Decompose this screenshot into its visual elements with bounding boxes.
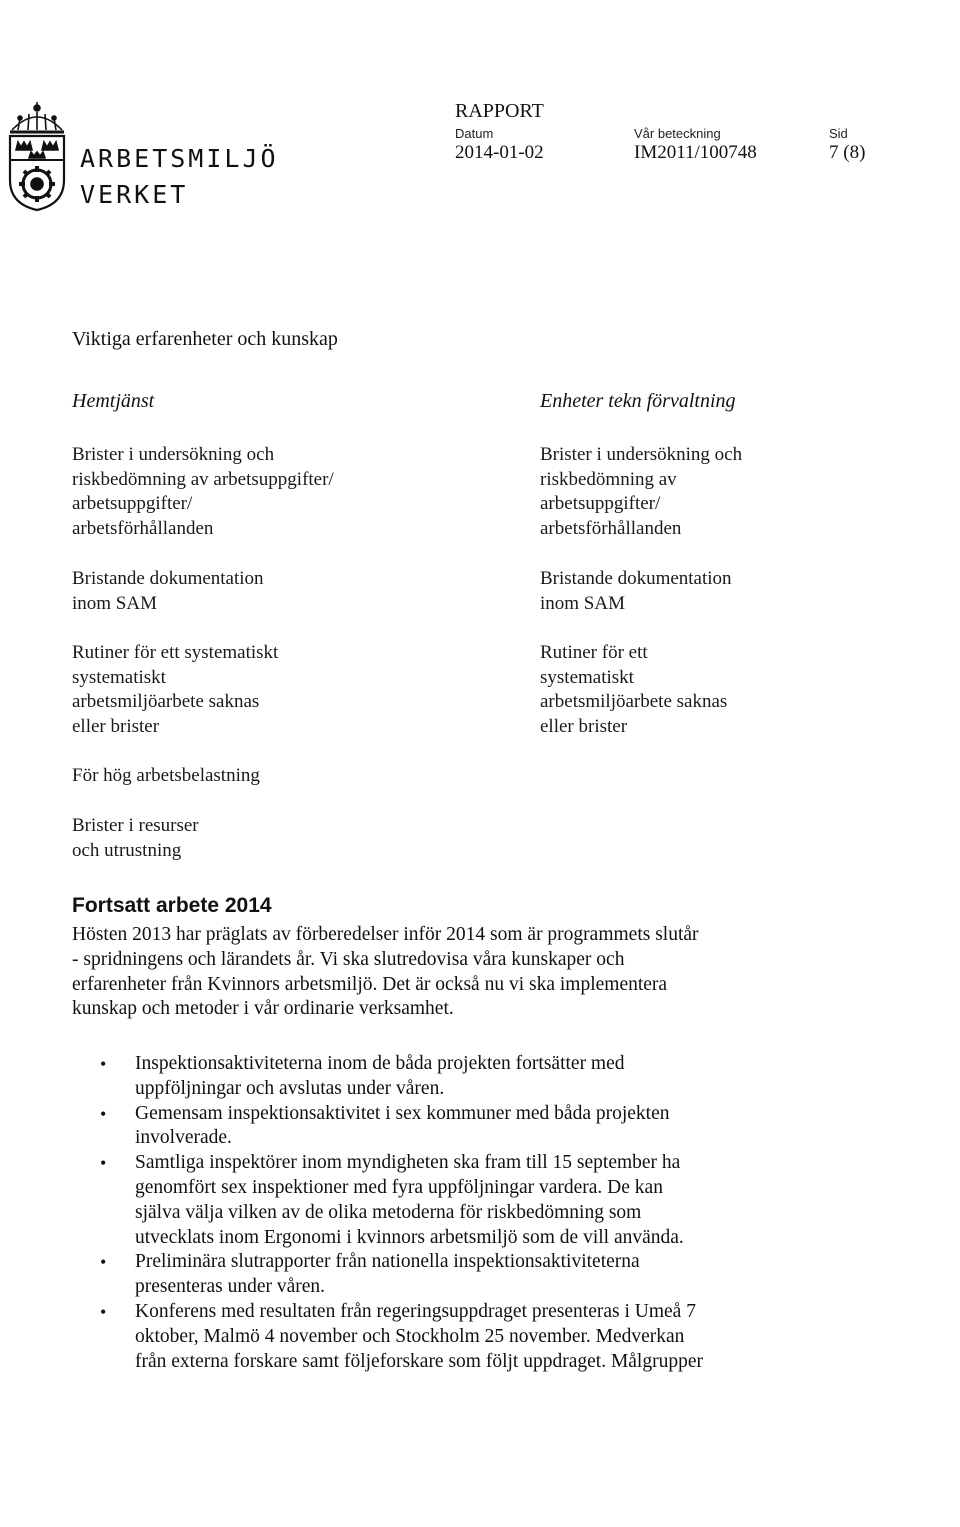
text-line: systematiskt (72, 666, 166, 688)
text-line: Rutiner för ett (540, 642, 648, 663)
text-line: riskbedömning av (540, 468, 677, 490)
bullet-icon: • (100, 1252, 107, 1273)
list-item (72, 1102, 812, 1152)
text-line: själva välja vilken av de olika metoderna för riskbedömning som (135, 1201, 642, 1223)
text-line: uppföljningar och avslutas under våren. (135, 1077, 445, 1099)
bullet-icon: • (100, 1153, 107, 1174)
text-line: eller brister (72, 715, 160, 737)
text-line: arbetsuppgifter/ (540, 493, 661, 515)
text-line: utvecklats inom Ergonomi i kvinnors arbetsmiljö som de vill använda. (135, 1226, 684, 1248)
continued-work-paragraph (72, 923, 699, 1022)
text-line: arbetsförhållanden (540, 517, 682, 539)
text-line: genomfört sex inspektioner med fyra uppföljningar vardera. De kan (135, 1176, 663, 1198)
text-line: inom SAM (540, 592, 625, 614)
text-line: Gemensam inspektionsaktivitet i sex kommuner med båda projekten (135, 1102, 670, 1124)
text-line: Hösten 2013 har präglats av förberedelser inför 2014 som är programmets slutår (72, 924, 699, 945)
text-line: Bristande dokumentation (540, 568, 732, 589)
list-item (72, 1300, 812, 1374)
section-title: Viktiga erfarenheter och kunskap (72, 328, 338, 350)
text-line: Brister i undersökning och (72, 444, 275, 465)
left-item-1 (72, 443, 334, 541)
text-line: och utrustning (72, 839, 182, 861)
right-item-2 (540, 567, 732, 616)
right-column-heading: Enheter tekn förvaltning (540, 390, 736, 412)
text-line: arbetsmiljöarbete saknas (72, 691, 260, 713)
list-item (72, 1151, 812, 1250)
text-line: kunskap och metoder i vår ordinarie verksamhet. (72, 998, 454, 1020)
text-line: Konferens med resultaten från regeringsuppdraget presenteras i Umeå 7 (135, 1300, 696, 1322)
page-label: Sid (829, 126, 848, 141)
text-line: Inspektionsaktiviteterna inom de båda projekten fortsätter med (135, 1053, 625, 1074)
text-line: Samtliga inspektörer inom myndigheten ska fram till 15 september ha (135, 1152, 681, 1174)
list-item (72, 1250, 812, 1300)
text-line: - spridningens och lärandets år. Vi ska slutredovisa våra kunskaper och (72, 948, 625, 970)
text-line: arbetsförhållanden (72, 517, 214, 539)
text-line: riskbedömning av arbetsuppgifter/ (72, 468, 334, 490)
text-line: oktober, Malmö 4 november och Stockholm 25 november. Medverkan (135, 1325, 685, 1347)
coat-of-arms-logo (4, 100, 70, 212)
bullet-icon: • (100, 1103, 107, 1124)
text-line: från externa forskare samt följeforskare som följt uppdraget. Målgrupper (135, 1350, 703, 1372)
page-value: 7 (8) (829, 142, 866, 163)
reference-label: Vår beteckning (634, 126, 721, 141)
text-line: För hög arbetsbelastning (72, 765, 260, 786)
left-item-3 (72, 641, 278, 739)
left-item-4 (72, 764, 260, 789)
bullet-list (72, 1052, 812, 1374)
right-item-3 (540, 641, 727, 739)
date-label: Datum (455, 126, 494, 141)
text-line: Rutiner för ett systematiskt (72, 642, 279, 663)
left-column-heading: Hemtjänst (72, 390, 155, 412)
bullet-icon: • (100, 1054, 107, 1074)
org-name-line1: ARBETSMILJÖ (80, 144, 279, 173)
text-line: Brister i undersökning och (540, 444, 743, 465)
text-line: systematiskt (540, 666, 634, 688)
text-line: arbetsmiljöarbete saknas (540, 691, 728, 713)
text-line: eller brister (540, 715, 628, 737)
continued-work-heading: Fortsatt arbete 2014 (72, 894, 272, 917)
text-line: inom SAM (72, 592, 157, 614)
date-value: 2014-01-02 (455, 142, 544, 163)
report-type: RAPPORT (455, 100, 544, 122)
org-name-line2: VERKET (80, 180, 189, 209)
text-line: Bristande dokumentation (72, 568, 264, 589)
left-item-2 (72, 567, 264, 616)
right-item-1 (540, 443, 742, 541)
list-item (72, 1052, 812, 1102)
reference-value: IM2011/100748 (634, 142, 757, 163)
text-line: erfarenheter från Kvinnors arbetsmiljö. Det är också nu vi ska implementera (72, 973, 668, 995)
text-line: Brister i resurser (72, 815, 199, 836)
text-line: presenteras under våren. (135, 1276, 326, 1298)
text-line: Preliminära slutrapporter från nationella inspektionsaktiviteterna (135, 1251, 640, 1273)
text-line: involverade. (135, 1127, 232, 1149)
text-line: arbetsuppgifter/ (72, 493, 193, 515)
bullet-icon: • (100, 1301, 107, 1322)
left-item-5 (72, 814, 199, 863)
